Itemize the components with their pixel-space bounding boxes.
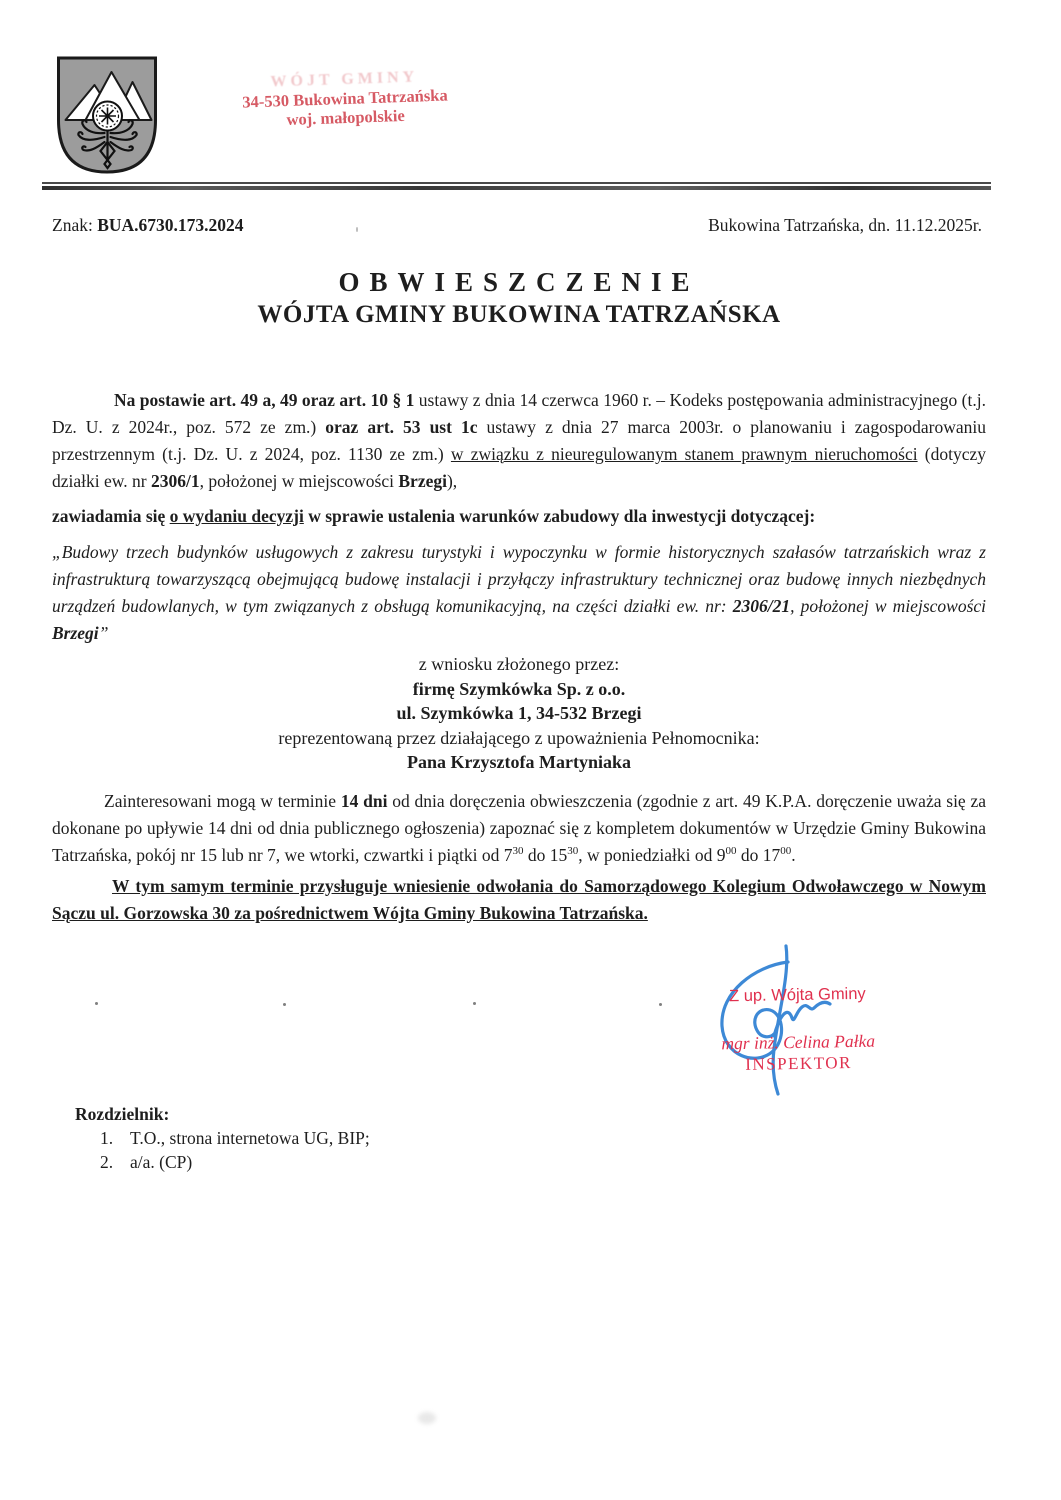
plot-note-suffix: ),	[446, 471, 458, 491]
representative-name: Pana Krzysztofa Martyniaka	[407, 752, 631, 772]
notify-prefix: zawiadamia się	[52, 506, 170, 526]
case-number-label: Znak:	[52, 215, 98, 235]
header-divider	[42, 182, 991, 190]
investment-text-2: , położonej w miejscowości	[790, 596, 987, 616]
scan-artifact-dot	[356, 227, 358, 232]
applicant-company: firmę Szymkówka Sp. z o.o.	[412, 678, 626, 699]
plot-number: 2306/1	[150, 471, 200, 491]
notification-line	[52, 503, 986, 530]
applicant-intro: z wniosku złożonego przez:	[418, 654, 620, 674]
review-text-3: do 15	[523, 844, 568, 865]
investment-plot-number: 2306/21	[732, 596, 791, 616]
list-item-number: 2.	[100, 1152, 114, 1172]
signature-position: INSPEKTOR	[745, 1053, 853, 1074]
coat-of-arms-icon	[54, 54, 160, 176]
plot-note-middle: , położonej w miejscowości	[199, 471, 399, 491]
investment-locality: Brzegi	[52, 623, 99, 643]
appeal-text: W tym samym terminie przysługuje wniesienie odwołania do Samorządowego Kolegium Odwoławczego w Nowym Sączu ul. Gorzowska 30 za pośrednictwem Wójta Gminy Bukowina Tatrzańska.	[52, 875, 986, 923]
legal-basis-text-2: ustawy z dnia 27 marca 2003r. o planowaniu i zagospodarowaniu przestrzennym (t.j. Dz. U. z 2024, poz. 1130 ze zm.)	[52, 417, 986, 464]
list-item-number: 1.	[100, 1128, 114, 1148]
case-number-value: BUA.6730.173.2024	[97, 215, 244, 235]
signature-name: mgr inż. Celina Pałka	[721, 1030, 876, 1054]
list-item	[75, 1127, 370, 1150]
scan-artifact-dot	[95, 1002, 98, 1005]
stamp-voivodeship: woj. małopolskie	[286, 105, 406, 130]
legal-basis-articles: Na postawie art. 49 a, 49 oraz art. 10 § 1	[114, 390, 415, 410]
page-subtitle: WÓJTA GMINY BUKOWINA TATRZAŃSKA	[257, 301, 781, 328]
review-text-1: Zainteresowani mogą w terminie	[104, 790, 341, 811]
case-number	[52, 215, 244, 236]
list-item-text: T.O., strona internetowa UG, BIP;	[130, 1128, 370, 1148]
list-item-text: a/a. (CP)	[130, 1152, 193, 1172]
distribution-heading: Rozdzielnik:	[75, 1104, 170, 1124]
hours-sup-1: 30	[512, 844, 524, 857]
locality-name: Brzegi	[398, 471, 447, 491]
review-text-6: .	[791, 844, 796, 865]
review-period-paragraph	[52, 788, 986, 869]
closing-quote: ”	[98, 623, 109, 643]
meta-row	[52, 215, 982, 236]
decision-issued-phrase: o wydaniu decyzji	[169, 506, 304, 526]
office-stamp	[219, 66, 471, 132]
signature-stamp	[692, 984, 904, 1076]
legal-basis-text-1: ustawy z dnia 14 czerwca 1960 r. – Kodeks postępowania administracyjnego (t.j. Dz. U. z 2024r., poz. 572 ze zm.)	[52, 390, 986, 437]
document-body	[52, 266, 986, 927]
review-text-2: od dnia doręczenia obwieszczenia (zgodnie z art. 49 K.P.A. doręczenie uważa się za dokonane po upływie 14 dni od dnia publicznego ogłoszenia) zapoznać się z kompletem dokumentów w Urzędzie Gminy Bukowina Tatrzańska, pokój nr 15 lub nr 7, we wtorki, czwartki i piątki od 7	[52, 790, 987, 865]
list-item	[75, 1151, 370, 1174]
place-and-date: Bukowina Tatrzańska, dn. 11.12.2025r.	[708, 215, 982, 235]
scan-artifact-dot	[283, 1003, 286, 1006]
investment-description	[52, 539, 986, 647]
review-text-4: , w poniedziałki od 9	[578, 844, 726, 865]
applicant-block	[52, 652, 986, 775]
appeal-paragraph	[52, 873, 986, 927]
review-text-5: do 17	[736, 844, 781, 865]
notify-suffix: w sprawie ustalenia warunków zabudowy dla inwestycji dotyczącej:	[303, 506, 816, 526]
deadline-days: 14 dni	[340, 790, 388, 811]
distribution-list	[75, 1103, 370, 1174]
stamp-address: 34-530 Bukowina Tatrzańska	[242, 85, 448, 112]
hours-sup-3: 00	[725, 844, 737, 857]
scan-artifact-dot	[659, 1003, 662, 1006]
hours-sup-2: 30	[567, 844, 579, 857]
applicant-address: ul. Szymkówka 1, 34-532 Brzegi	[396, 703, 642, 723]
scan-artifact-smudge	[418, 1412, 436, 1424]
legal-basis-paragraph	[52, 387, 986, 495]
scan-artifact-dot	[473, 1002, 476, 1005]
hours-sup-4: 00	[780, 844, 792, 857]
signature-authority: Z up. Wójta Gminy	[728, 984, 866, 1006]
representative-intro: reprezentowaną przez działającego z upoważnienia Pełnomocnika:	[278, 727, 760, 748]
unregulated-status-note: w związku z nieuregulowanym stanem prawnym nieruchomości	[450, 444, 918, 464]
investment-text: „Budowy trzech budynków usługowych z zakresu turystyki i wypoczynku w formie historycznych szałasów tatrzańskich wraz z infrastrukturą towarzyszącą obejmującą budowę instalacji i przyłączy infrastruktury technicznej oraz budowę innych niezbędnych urządzeń budowlanych, w tym związanych z obsługą komunikacyjną, na części działki ew. nr:	[52, 542, 986, 616]
legal-basis-article-2: oraz art. 53 ust 1c	[325, 417, 478, 437]
stamp-office-name: WÓJT GMINY	[270, 68, 419, 91]
plot-note-prefix: (dotyczy działki ew. nr	[52, 444, 986, 491]
page-title: OBWIESZCZENIE	[338, 267, 700, 297]
